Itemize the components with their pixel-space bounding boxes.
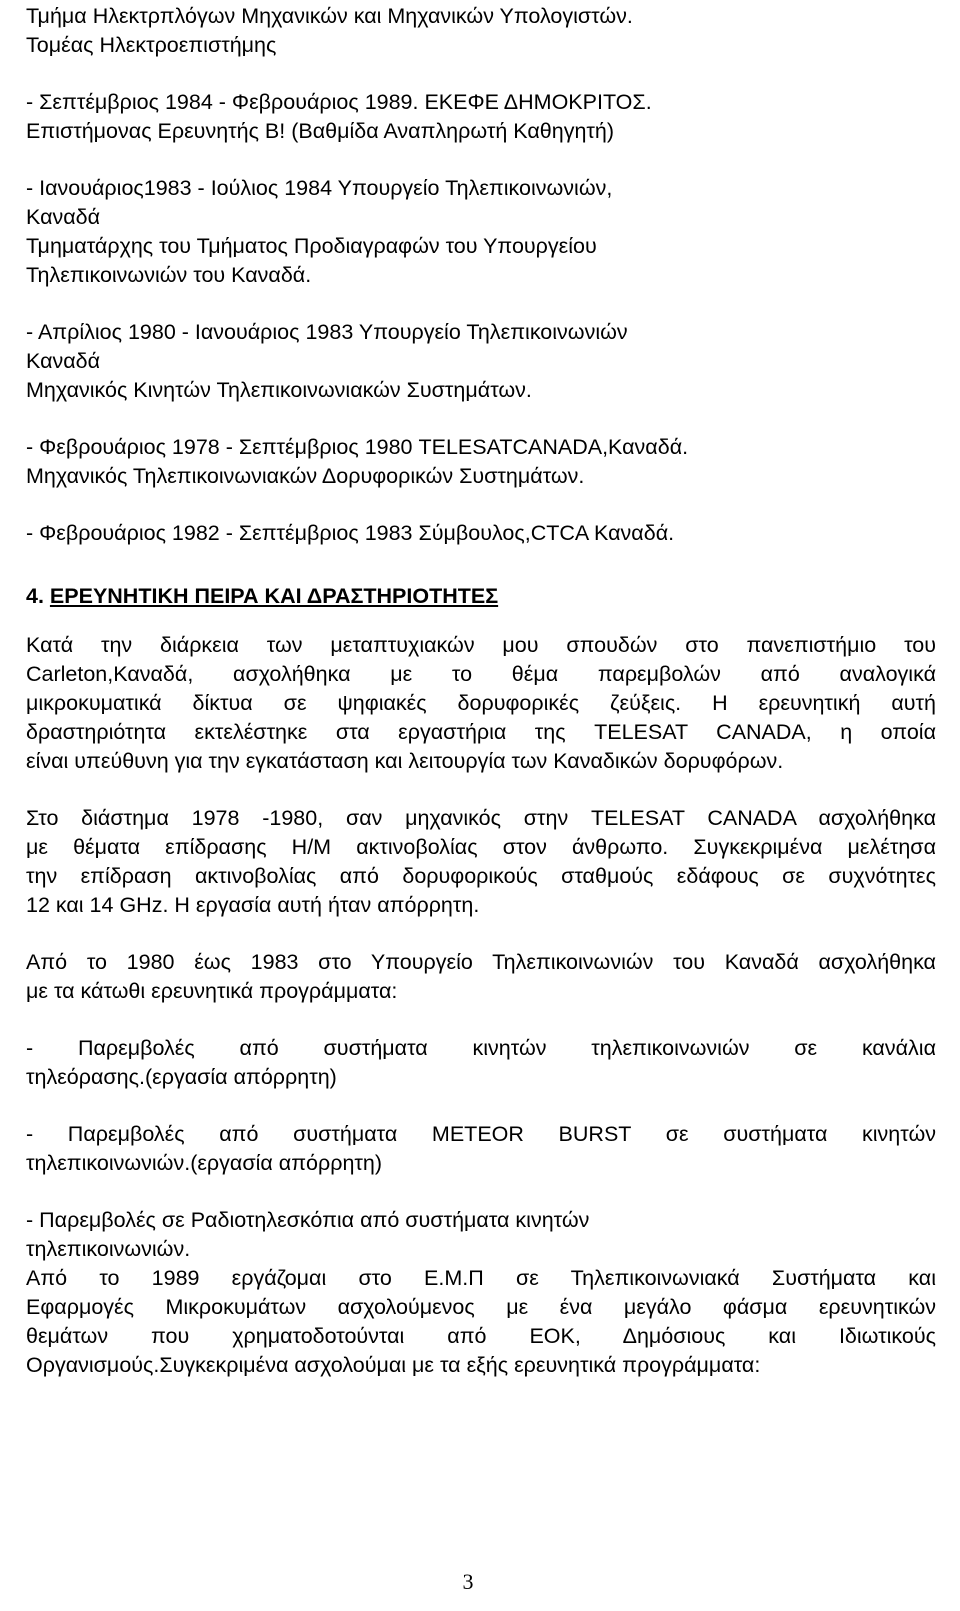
page-number: 3 <box>462 1569 474 1594</box>
career-intro <box>26 2 936 60</box>
page-content <box>26 2 936 1380</box>
program-line: τηλεπικοινωνιών.(εργασία απόρρητη) <box>26 1151 383 1175</box>
program-line: - Παρεμβολές από συστήματα κινητών τηλεπικοινωνιών σε κανάλια <box>26 1036 936 1060</box>
entry-line: Τμηματάρχης του Τμήματος Προδιαγραφών του Υπουργείου <box>26 234 597 258</box>
program-line: τηλεόρασης.(εργασία απόρρητη) <box>26 1065 337 1089</box>
entry-dates: - Ιανουάριος1983 - Ιούλιος 1984 Υπουργείο Τηλεπικοινωνιών, <box>26 176 613 200</box>
career-entry <box>26 318 936 405</box>
entry-dates: - Σεπτέμβριος 1984 - Φεβρουάριος 1989. ΕΚΕΦΕ ΔΗΜΟΚΡΙΤΟΣ. <box>26 90 652 114</box>
paragraph-line: Από το 1989 εργάζομαι στο Ε.Μ.Π σε Τηλεπικοινωνιακά Συστήματα και <box>26 1266 936 1290</box>
paragraph-line: είναι υπεύθυνη για την εγκατάσταση και λειτουργία των Καναδικών δορυφόρων. <box>26 749 784 773</box>
section-heading <box>26 582 936 611</box>
paragraph-line: την επίδραση ακτινοβολίας από δορυφορικούς σταθμούς εδάφους σε συχνότητες <box>26 864 936 888</box>
paragraph-line: Οργανισμούς.Συγκεκριμένα ασχολούμαι με τα εξής ερευνητικά προγράμματα: <box>26 1353 761 1377</box>
paragraph-line: μικροκυματικά δίκτυα σε ψηφιακές δορυφορικές ζεύξεις. Η ερευνητική αυτή <box>26 691 936 715</box>
section-number: 4. <box>26 584 44 608</box>
program-item <box>26 1206 936 1264</box>
paragraph-line: Από το 1980 έως 1983 στο Υπουργείο Τηλεπικοινωνιών του Καναδά ασχολήθηκα <box>26 950 936 974</box>
entry-line: Τηλεπικοινωνιών του Καναδά. <box>26 263 312 287</box>
career-entry <box>26 433 936 491</box>
entry-line: Επιστήμονας Ερευνητής Β! (Βαθμίδα Αναπληρωτή Καθηγητή) <box>26 119 615 143</box>
program-line: - Παρεμβολές από συστήματα METEOR BURST σε συστήματα κινητών <box>26 1122 936 1146</box>
paragraph <box>26 631 936 776</box>
program-line: - Παρεμβολές σε Ραδιοτηλεσκόπια από συστήματα κινητών <box>26 1208 590 1232</box>
entry-line: Μηχανικός Τηλεπικοινωνιακών Δορυφορικών Συστημάτων. <box>26 464 585 488</box>
section-title: ΕΡΕΥΝΗΤΙΚΗ ΠΕΙΡΑ ΚΑΙ ΔΡΑΣΤΗΡΙΟΤΗΤΕΣ <box>49 584 499 608</box>
paragraph-line: θεμάτων που χρηματοδοτούνται από ΕΟΚ, Δημόσιους και Ιδιωτικούς <box>26 1324 936 1348</box>
entry-dates: - Φεβρουάριος 1978 - Σεπτέμβριος 1980 TELESATCANADA,Καναδά. <box>26 435 689 459</box>
program-item <box>26 1120 936 1178</box>
paragraph-line: 12 και 14 GHz. Η εργασία αυτή ήταν απόρρητη. <box>26 893 480 917</box>
career-entry <box>26 88 936 146</box>
entry-line: Καναδά <box>26 349 101 373</box>
paragraph <box>26 948 936 1006</box>
paragraph-line: δραστηριότητα εκτελέστηκε στα εργαστήρια της TELESAT CANADA, η οποία <box>26 720 936 744</box>
paragraph <box>26 804 936 920</box>
entry-dates: - Φεβρουάριος 1982 - Σεπτέμβριος 1983 Σύμβουλος,CTCA Καναδά. <box>26 521 675 545</box>
career-entry <box>26 174 936 290</box>
program-item <box>26 1034 936 1092</box>
entry-line: Καναδά <box>26 205 101 229</box>
career-entry <box>26 519 936 548</box>
paragraph-line: Στο διάστημα 1978 -1980, σαν μηχανικός στην TELESAT CANADA ασχολήθηκα <box>26 806 936 830</box>
paragraph-line: με θέματα επίδρασης Η/Μ ακτινοβολίας στον άνθρωπο. Συγκεκριμένα μελέτησα <box>26 835 936 859</box>
closing-paragraph <box>26 1264 936 1380</box>
program-line: τηλεπικοινωνιών. <box>26 1237 191 1261</box>
entry-dates: - Απρίλιος 1980 - Ιανουάριος 1983 Υπουργείο Τηλεπικοινωνιών <box>26 320 628 344</box>
paragraph-line: Carleton,Καναδά, ασχολήθηκα με το θέμα παρεμβολών από αναλογικά <box>26 662 936 686</box>
paragraph-line: Κατά την διάρκεια των μεταπτυχιακών μου σπουδών στο πανεπιστήμιο του <box>26 633 936 657</box>
intro-line: Τμήμα Ηλεκτρπλόγων Μηχανικών και Μηχανικών Υπολογιστών. <box>26 4 633 28</box>
paragraph-line: με τα κάτωθι ερευνητικά προγράμματα: <box>26 979 398 1003</box>
entry-line: Μηχανικός Κινητών Τηλεπικοινωνιακών Συστημάτων. <box>26 378 532 402</box>
paragraph-line: Εφαρμογές Μικροκυμάτων ασχολούμενος με ένα μεγάλο φάσμα ερευνητικών <box>26 1295 936 1319</box>
intro-line: Τομέας Ηλεκτροεπιστήμης <box>26 33 277 57</box>
